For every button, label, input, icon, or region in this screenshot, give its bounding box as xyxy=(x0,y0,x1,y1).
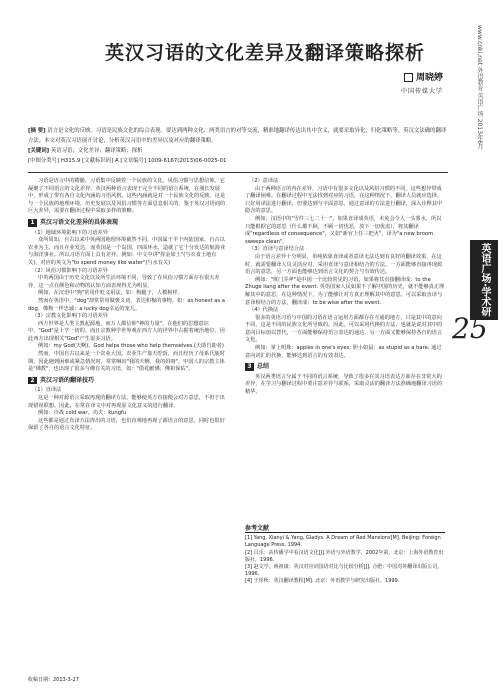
subsection-heading: （4）代换法 xyxy=(249,307,279,314)
page-number: 25 xyxy=(452,312,488,345)
author-name xyxy=(404,70,443,83)
author-affiliation: 中国传媒大学 xyxy=(400,88,443,95)
subsection-heading: （1）地域环境影响下的习语差异 xyxy=(32,229,108,236)
abstract-block xyxy=(28,126,448,166)
divider xyxy=(28,172,448,173)
paragraph: 由于两种语言的内在差异，习语中有很多文化以及风俗习惯的不同，这些想异带成了翻译困难。在翻译过程中无法找到对应的习语，在这种情况下，翻译人员就应选择，只好用译法进行翻译，但要达到与字面意思，通过意译的方法进行翻译，深入诠释其中隐含的意思。 xyxy=(245,185,443,215)
reference-item: [4] 王彤秋：英汉翻译教程[M]. 北京：外语教学与研究出版社，1999. xyxy=(245,578,400,585)
section-heading xyxy=(28,377,228,385)
paragraph: 这是一种对源语言采取再现的翻译方法，能够使英方直接便会对方意思，不但于出现错误联想。因此，在常在译文中对再现原文化意义的进行翻译。 xyxy=(28,395,225,409)
paragraph: 例如：掌上明珠：apples in one's eyes; 胆小如鼠：as stupid as a hare. 通过意向词汇的代换，能够达到语言的有效表达。 xyxy=(245,345,442,359)
section-title: 总结 xyxy=(257,363,270,371)
section-title: 英汉习语文化差异的具体表现 xyxy=(40,218,119,226)
received-date: 收稿日期：2013-3-27 xyxy=(28,677,79,683)
magazine-tab: 英语广场·学术研究 xyxy=(470,240,498,320)
section-heading xyxy=(245,363,445,371)
abstract-label: [摘 要] xyxy=(28,128,46,134)
paragraph: 例如：汉语中的"雪件三七二十一"，如果直译成英语，未免会令人一头雾水，所以只能根据它的意思（什么都不顾，不顾一切优恶，放下一切优虑），将其翻译成"regardless of consequence"，又如"新官上任三把火"，译为"a new broom sweeps clean"。 xyxy=(245,215,442,245)
keywords-label: [关键词] xyxy=(28,148,50,154)
section-heading xyxy=(28,219,228,227)
paragraph: 例如：冷战 cold war，功夫：kungfu xyxy=(38,410,127,417)
references xyxy=(245,525,445,586)
paragraph: 例如：my God(天啊)、God helps those who help themselves.(天助自助者) xyxy=(38,343,224,350)
section-number: 3 xyxy=(245,363,254,371)
references-heading: 参考文献 xyxy=(245,525,445,533)
left-column xyxy=(28,178,228,508)
subsection-heading: （1）直译法 xyxy=(32,387,62,394)
paragraph: 这些都是通过直译方法得出的习语，也们直观地再现了源语言的意思，同时也很好保留了各自的语言文化特征。 xyxy=(28,417,225,432)
paragraph: 然而，中国自古以来是一个农业大国。农业生产靠天吃饭，而且经历了母系氏族时期，因此遇到困难或紧急情况时，常常喊出"我的天啊，我的妈呀"。中国人的宗教主体是"佛教"，也出现了很多与佛有关的习语，如："借花献佛、佛祖保佑"。 xyxy=(28,351,225,373)
subsection-heading: （2）意译法 xyxy=(249,178,279,184)
subsection-heading: （3）宗教文化影响下的习语差异 xyxy=(32,313,108,320)
reference-item: [3] 赵文学，蒋祖康：英汉对应词国语对比与比较分析[J]. 合肥：中国对外翻译出版公司，1996. xyxy=(245,564,443,578)
paragraph: 由于语言差异十分明显，单纯依靠直译或者意译无法达到有良好的翻译效果，在这时，就需要翻译人员灵活应对，采用直译与意译相结合的方法，一方面能够直接再现源语言的意思，另一方面也能够达到语言文化的契合与有效传达。 xyxy=(245,253,443,276)
author-box-icon xyxy=(404,73,413,82)
subsection-heading: （3）直译与意译结合法 xyxy=(249,246,305,253)
classification-line: [中图分类号] H315.9 [文献标识码] A [文章编号] 1009-6167(2013)06-0025-01 xyxy=(28,158,227,164)
article-title: 英汉习语的文化差异及翻译策略探析 xyxy=(104,42,425,64)
paragraph: 然而在英语中，"dog"却常常用做褒义词，表达积极的事物。如：as honest as a dog，像狗一样忠诚；a lucky dog幸运的宠儿。 xyxy=(28,297,225,312)
keywords-text: 英语习语；文化差异；翻译策略；探析 xyxy=(50,148,143,154)
paragraph: 例如，在汉语中"狗"常用作贬义用法，如：狗腿子，人模狗样。 xyxy=(38,290,183,297)
reference-item: [2] 吕乐：从传播学中看汉语文化[J].外语与外语教学，2002年第，北京：上海外语教育出版社，1996. xyxy=(245,549,444,563)
sidebar-url: www.cnki.net 外语教育 英语广场 2013年6月 xyxy=(476,25,483,150)
paragraph: 众所周知，自古以来中英两国地理环境截然不同。中国属于半个内陆国家，自古以农业为主，而且在业发达，而英国是一个岛国，四面环水，造就了它十分发达的航海业与海洋事业。所以习语方面上具有差异。例如：中文中讲"挥金如土"(与衣食土地有关)，对应的英文为"to spend money like water"(与水有关) xyxy=(28,237,226,266)
section-title: 英汉习语的翻译技巧 xyxy=(40,376,95,384)
section-number: 2 xyxy=(28,377,37,385)
paragraph: 西方世界是人类主教起源地，而万人都信仰"神的力量"，在他们的思想意识中，"God"是十亨一切的。而且宗教种学世界观在西方人的世界中占据着统治地位，因此西方出现相关"God"产生很多习语。 xyxy=(28,320,225,342)
abstract-text: 语言是文化的反映。习语是民族文化的综合表现。要达到两种文化、两类语言的对等交流，精准地翻译传达出其中含义，就要采取异化、归化策略等。英汉文法确的翻译方法。本文对英汉习语展开讨论，分析英汉习语中的差异以及对应的翻译策略。 xyxy=(28,128,447,144)
paragraph: 例如："班门弄斧"是中国一个比较常见的习语，如果将其直接翻译成：to the Zhuge liang after the event. 英语国家人民如果不了解中国的历史，就不能够真正理解其中的意思，在这种情况下，为了能够让对方真正理解其中的意思，可以采取直译与意译相结合的方法，翻译成：to be wise after the event. xyxy=(245,276,445,306)
author-text: 周晓婷 xyxy=(415,73,443,83)
reference-item: [1] Yang, Xianyi & Yang, Gladys. A Dream of Red Mansions[M]. Beijing: Foreign Language Press, 1994. xyxy=(245,535,441,549)
paragraph: 中英两国由于历史文化以及所生活环境不同，导致了在风俗习惯方面存在很大差异，这一点在颜色和动物的认知方面表现得尤为明显。 xyxy=(28,275,220,289)
subsection-heading: （2）风俗习惯影响下的习语差异 xyxy=(32,267,108,274)
paragraph: 英汉两类语言分属于不同的语言系统，导致了很多在其习语表达方面存在非常大的差异，在学习与翻译过程中要注意差异与联系，采取灵活的翻译方法准确地翻译习语的精华。 xyxy=(245,373,443,396)
section-number: 1 xyxy=(28,219,37,227)
reference-list xyxy=(245,535,445,585)
right-column xyxy=(245,178,445,478)
paragraph: 很多的英语习语与中国的习语在语言运用方面都存在互通的地方，只是其中的意向不同，这是不同的民族文化所导致的。因此，可以采用代换的方法，也就是说对其中的意向目标加以替代，一方面能够保持语言表达的通达，另一方面又能够保持各自的语言文化。 xyxy=(245,314,443,344)
paragraph: 习语是语言中的精髓，习语集中反映着一个民族的文化、风俗习惯与思想信仰。它凝聚了不同语言的文化差异。英汉两种语言表现于完全不同的语言系统，在漫长发展中，形成了带有各自文化内涵的习语风格。这些内涵就是对一个民族文化的反映。这是与一个民族的地理环境、历史发展以及风俗习惯等方面息息相关的。鉴于英汉习语间的巨大差异，需要在翻译过程中采取多样的策略。 xyxy=(28,178,226,215)
